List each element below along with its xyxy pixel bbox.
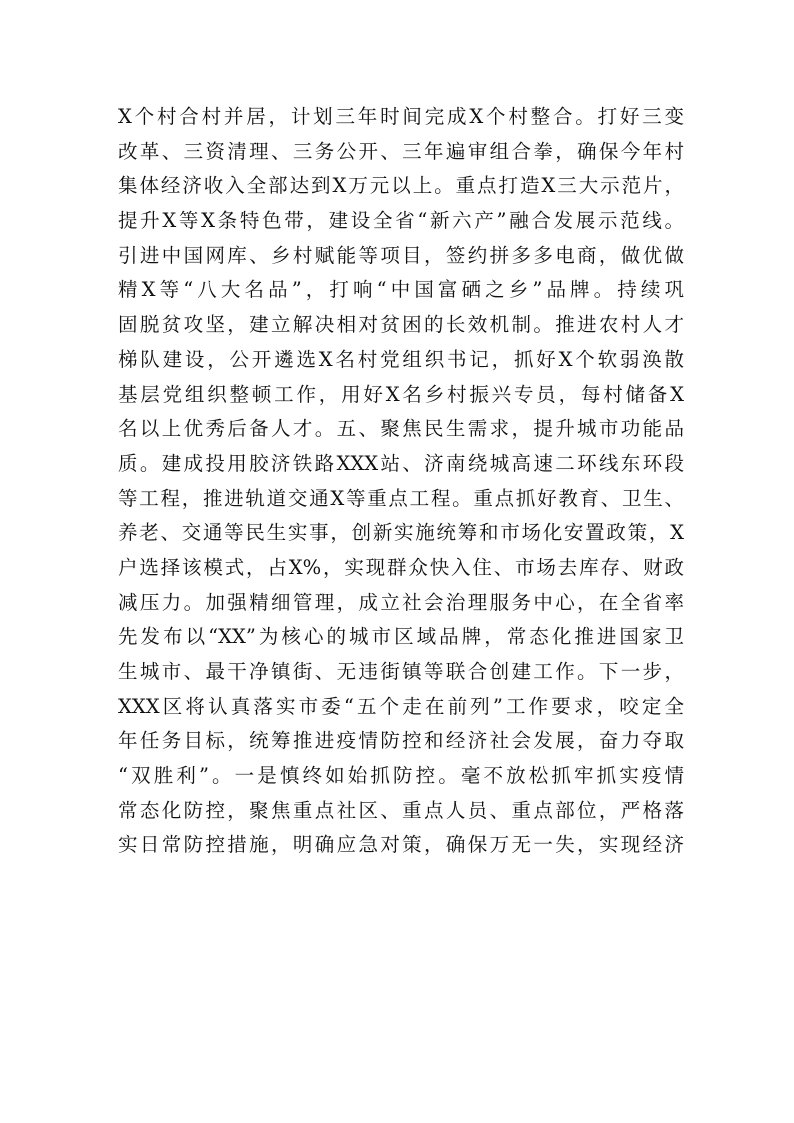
text-line: 引进中国网库、乡村赋能等项目，签约拼多多电商，做优做 <box>118 243 684 267</box>
body-text <box>118 100 684 863</box>
text-line: 固脱贫攻坚，建立解决相对贫困的长效机制。推进农村人才 <box>118 313 684 337</box>
text-line: 户选择该模式，占X%，实现群众快入住、市场去库存、财政 <box>118 555 684 579</box>
text-line: “双胜利”。一是慎终如始抓防控。毫不放松抓牢抓实疫情 <box>118 764 684 788</box>
text-line: 年任务目标，统筹推进疫情防控和经济社会发展，奋力夺取 <box>118 729 684 753</box>
text-line: 生城市、最干净镇街、无违街镇等联合创建工作。下一步， <box>118 660 684 683</box>
text-line: 等工程，推进轨道交通X等重点工程。重点抓好教育、卫生、 <box>118 486 684 510</box>
text-line: 集体经济收入全部达到X万元以上。重点打造X三大示范片， <box>118 174 684 198</box>
text-line: XXX区将认真落实市委“五个走在前列”工作要求，咬定全 <box>118 694 684 718</box>
text-line: 梯队建设，公开遴选X名村党组织书记，抓好X个软弱涣散 <box>118 347 684 371</box>
text-line: 提升X等X条特色带，建设全省“新六产”融合发展示范线。 <box>118 209 684 233</box>
text-line: 减压力。加强精细管理，成立社会治理服务中心，在全省率 <box>118 590 684 614</box>
text-line: 改革、三资清理、三务公开、三年遍审组合拳，确保今年村 <box>118 139 684 163</box>
text-line: 常态化防控，聚焦重点社区、重点人员、重点部位，严格落 <box>118 798 684 822</box>
text-line: 实日常防控措施，明确应急对策，确保万无一失，实现经济 <box>118 833 684 857</box>
text-line: 基层党组织整顿工作，用好X名乡村振兴专员，每村储备X <box>118 382 684 406</box>
text-line: 精X等“八大名品”，打响“中国富硒之乡”品牌。持续巩 <box>118 278 684 302</box>
text-line: 名以上优秀后备人才。五、聚焦民生需求，提升城市功能品 <box>118 417 684 441</box>
text-line: X个村合村并居，计划三年时间完成X个村整合。打好三变 <box>118 105 684 128</box>
text-line: 养老、交通等民生实事，创新实施统筹和市场化安置政策，X <box>118 521 684 545</box>
text-line: 先发布以“XX”为核心的城市区域品牌，常态化推进国家卫 <box>118 625 684 649</box>
text-line: 质。建成投用胶济铁路XXX站、济南绕城高速二环线东环段 <box>118 451 684 475</box>
